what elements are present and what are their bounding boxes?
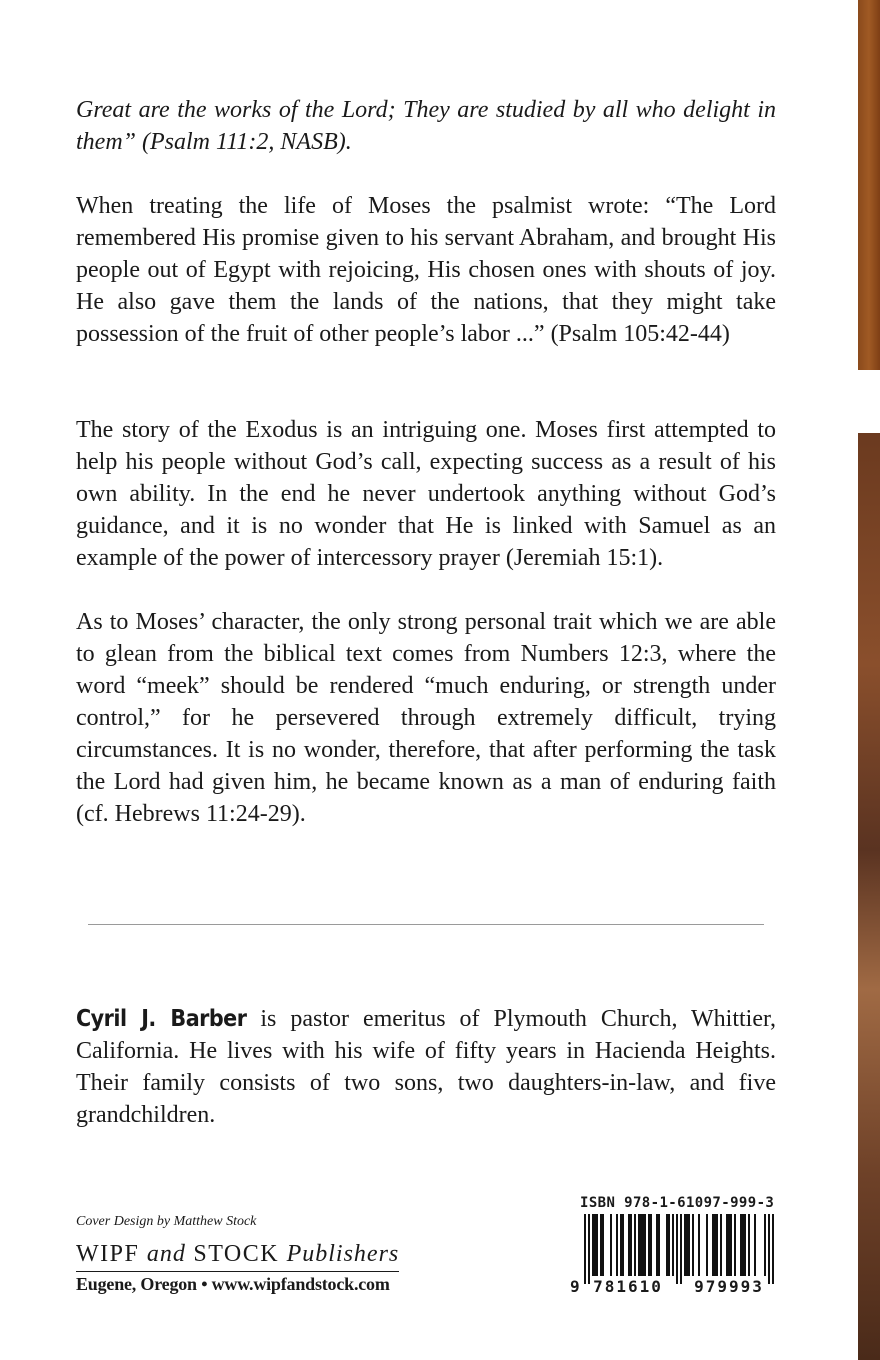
barcode-bar <box>712 1214 714 1276</box>
barcode-bar <box>650 1214 652 1276</box>
barcode-bar <box>764 1214 766 1276</box>
barcode-bar <box>716 1214 718 1276</box>
author-bio-text: is pastor emeritus of Plymouth Church, Whittier, California. He lives with his wife of fifty years in Hacienda Heights. Their family consists of two sons, two daughters-in-law, and five grandchildren. <box>76 1006 777 1128</box>
barcode-bar <box>714 1214 716 1276</box>
barcode-bar <box>638 1214 640 1276</box>
barcode-bar <box>594 1214 596 1276</box>
barcode-bar <box>772 1214 774 1284</box>
barcode-bar <box>680 1214 682 1284</box>
barcode-bar <box>730 1214 732 1276</box>
barcode-bars <box>584 1214 774 1284</box>
publisher-website: www.wipfandstock.com <box>211 1274 390 1294</box>
barcode-bar <box>640 1214 642 1276</box>
quote-text: Great are the works of the Lord; They are studied by all who delight in them” (Psalm 111:2, NASB). <box>76 97 776 155</box>
section-divider <box>88 924 764 925</box>
barcode-digits-left: 781610 <box>593 1277 663 1296</box>
barcode-bar <box>706 1214 708 1276</box>
barcode-bar <box>602 1214 604 1276</box>
paragraph-text: When treating the life of Moses the psalmist wrote: “The Lord remembered His promise given to his servant Abraham, and brought His people out of Egypt with rejoicing, His chosen ones with shouts of joy. He also gave them the lands of the nations, that they might take possession of the fruit of other people’s labor ...” (Psalm 105:42-44) <box>76 193 776 347</box>
barcode-bar <box>744 1214 746 1276</box>
barcode-bar <box>658 1214 660 1276</box>
bullet-separator: • <box>201 1274 208 1294</box>
barcode-bar <box>616 1214 618 1276</box>
barcode-bar <box>584 1214 586 1284</box>
barcode-bar <box>622 1214 624 1276</box>
barcode-bar <box>588 1214 590 1284</box>
publisher-location-line <box>76 1274 390 1295</box>
barcode-bar <box>734 1214 736 1276</box>
barcode-bar <box>592 1214 594 1276</box>
barcode-bar <box>728 1214 730 1276</box>
barcode-digits-right: 979993 <box>694 1277 764 1296</box>
barcode-bar <box>748 1214 750 1276</box>
paragraph-text: The story of the Exodus is an intriguing one. Moses first attempted to help his people without God’s call, expecting success as a result of his own ability. In the end he never undertook anything without God’s guidance, and it is no wonder that He is linked with Samuel as an example of the power of intercessory prayer (Jeremiah 15:1). <box>76 417 776 571</box>
barcode-bar <box>596 1214 598 1276</box>
barcode-bar <box>648 1214 650 1276</box>
barcode-bar <box>634 1214 636 1276</box>
barcode-bar <box>628 1214 630 1276</box>
barcode-bar <box>666 1214 668 1276</box>
barcode-bar <box>676 1214 678 1284</box>
cover-spine-image <box>858 433 880 1360</box>
barcode-bar <box>692 1214 694 1276</box>
barcode-bar <box>620 1214 622 1276</box>
barcode-bar <box>688 1214 690 1276</box>
barcode-bar <box>720 1214 722 1276</box>
barcode-bar <box>668 1214 670 1276</box>
paragraph <box>76 190 776 350</box>
paragraph-text: As to Moses’ character, the only strong personal trait which we are able to glean from the biblical text comes from Numbers 12:3, where the word “meek” should be rendered “much enduring, or strength under control,” for he persevered through extremely difficult, trying circumstances. It is no wonder, therefore, that after performing the task the Lord had given him, he became known as a man of enduring faith (cf. Hebrews 11:24-29). <box>76 609 776 827</box>
barcode-bar <box>656 1214 658 1276</box>
barcode-bar <box>684 1214 686 1276</box>
cover-spine-top <box>858 0 880 370</box>
cover-design-credit: Cover Design by Matthew Stock <box>76 1214 257 1229</box>
barcode-bar <box>642 1214 644 1276</box>
isbn-barcode <box>566 1212 784 1298</box>
barcode-bar <box>726 1214 728 1276</box>
barcode-digit-lead: 9 <box>570 1277 580 1296</box>
isbn-label: ISBN 978-1-61097-999-3 <box>580 1195 775 1211</box>
publisher-location: Eugene, Oregon <box>76 1274 197 1294</box>
author-bio <box>76 1003 776 1131</box>
barcode-bar <box>672 1214 674 1276</box>
barcode-bar <box>610 1214 612 1276</box>
paragraph <box>76 606 776 830</box>
barcode-bar <box>600 1214 602 1276</box>
paragraph <box>76 414 776 574</box>
epigraph-quote <box>76 94 776 158</box>
barcode-bar <box>698 1214 700 1276</box>
barcode-bar <box>742 1214 744 1276</box>
barcode-bar <box>644 1214 646 1276</box>
barcode-bar <box>740 1214 742 1276</box>
barcode-bar <box>686 1214 688 1276</box>
author-name: Cyril J. Barber <box>76 1006 247 1032</box>
barcode-bar <box>630 1214 632 1276</box>
barcode-bar <box>768 1214 770 1284</box>
barcode-bar <box>754 1214 756 1276</box>
publisher-name: WIPF and STOCK Publishers <box>76 1241 399 1272</box>
